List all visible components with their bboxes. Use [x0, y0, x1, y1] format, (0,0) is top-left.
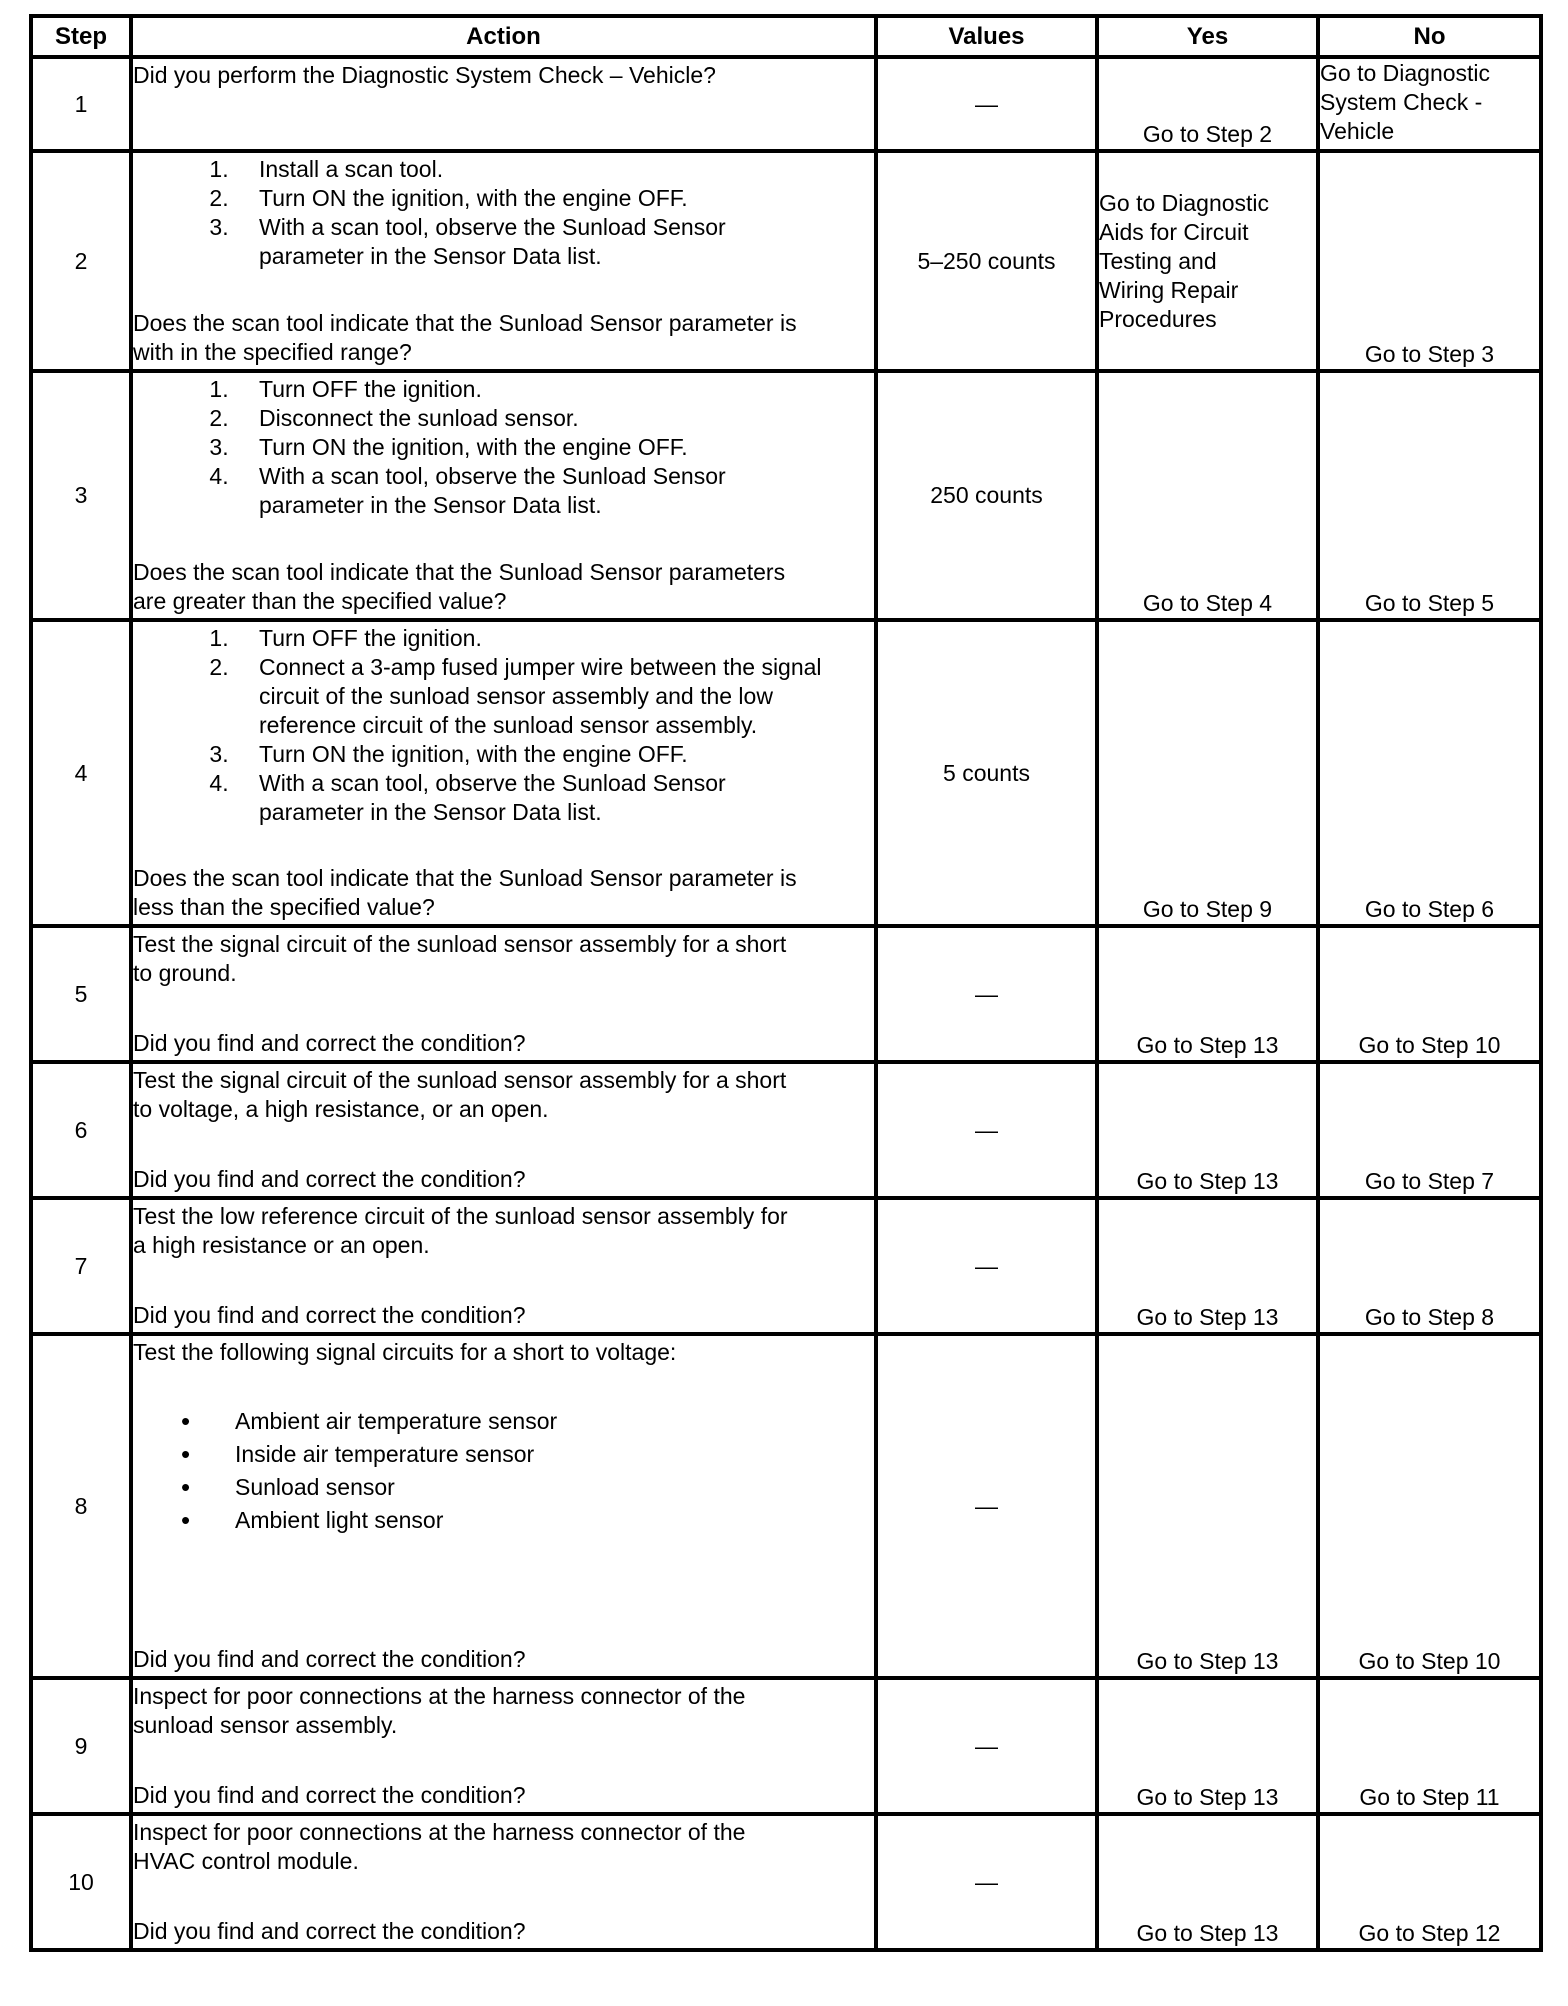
no-cell	[1318, 1678, 1541, 1814]
action-substep	[235, 624, 874, 653]
action-content	[133, 930, 874, 1058]
value-cell: 5 counts	[876, 620, 1097, 926]
value-cell: —	[876, 1678, 1097, 1814]
no-cell	[1318, 1334, 1541, 1678]
action-cell	[131, 926, 876, 1062]
action-cell	[131, 1198, 876, 1334]
action-cell	[131, 1062, 876, 1198]
action-text-line: to ground.	[133, 960, 237, 986]
step-number: 1	[31, 57, 131, 151]
value-cell: —	[876, 1062, 1097, 1198]
question-line: Did you find and correct the condition?	[133, 1166, 526, 1192]
table-row	[31, 1814, 1541, 1950]
step-number: 2	[31, 151, 131, 371]
yes-cell	[1097, 1814, 1318, 1950]
action-text-line: Test the low reference circuit of the sunload sensor assembly for	[133, 1203, 788, 1229]
action-substep	[235, 433, 874, 462]
no-action-line: System Check -	[1320, 89, 1483, 115]
header-row	[31, 16, 1541, 57]
action-question	[133, 558, 874, 616]
no-cell	[1318, 57, 1541, 151]
action-question	[133, 1165, 874, 1194]
action-text-line: Did you perform the Diagnostic System Check – Vehicle?	[133, 62, 716, 88]
action-content	[133, 624, 874, 922]
yes-action-line: Go to Step 2	[1142, 121, 1273, 147]
substep-line: circuit of the sunload sensor assembly and the low	[259, 683, 773, 709]
step-number: 7	[31, 1198, 131, 1334]
substep-line: 3. With a scan tool, observe the Sunload Sensor	[259, 214, 726, 240]
action-question	[133, 309, 874, 367]
no-action-line: Vehicle	[1320, 118, 1395, 144]
yes-action-line: Go to Step 13	[1136, 1304, 1279, 1330]
action-instructions	[133, 1682, 874, 1740]
action-text-line: a high resistance or an open.	[133, 1232, 430, 1258]
substep-line: parameter in the Sensor Data list.	[259, 492, 602, 518]
no-action-line: Go to Step 6	[1364, 896, 1495, 922]
no-action-line: Go to Step 3	[1364, 341, 1495, 367]
no-cell	[1318, 926, 1541, 1062]
no-cell	[1318, 620, 1541, 926]
value-cell: 5–250 counts	[876, 151, 1097, 371]
substep-line: 1. Turn OFF the ignition.	[259, 376, 482, 402]
action-content	[133, 61, 874, 147]
no-action-line: Go to Diagnostic	[1320, 60, 1491, 86]
action-content	[133, 1682, 874, 1810]
no-action-line: Go to Step 10	[1358, 1648, 1501, 1674]
bullet-item: • Sunload sensor	[235, 1471, 874, 1504]
substep-line: reference circuit of the sunload sensor assembly.	[259, 712, 758, 738]
substep-line: 1. Install a scan tool.	[259, 156, 444, 182]
yes-cell	[1097, 1198, 1318, 1334]
action-instructions	[133, 1338, 874, 1537]
yes-cell	[1097, 371, 1318, 620]
yes-action-line: Go to Step 13	[1136, 1168, 1279, 1194]
substep-line: 4. With a scan tool, observe the Sunload Sensor	[259, 463, 726, 489]
action-text-line: Test the signal circuit of the sunload sensor assembly for a short	[133, 931, 787, 957]
yes-action-line: Go to Step 13	[1136, 1032, 1279, 1058]
action-instructions	[133, 1202, 874, 1260]
no-action-line: Go to Step 12	[1358, 1920, 1501, 1946]
step-number: 9	[31, 1678, 131, 1814]
table-row	[31, 1334, 1541, 1678]
action-instructions	[133, 1066, 874, 1124]
no-action-line: Go to Step 10	[1358, 1032, 1501, 1058]
yes-action-line: Go to Step 13	[1136, 1784, 1279, 1810]
action-cell	[131, 1678, 876, 1814]
table-row	[31, 57, 1541, 151]
yes-action-line: Aids for Circuit	[1099, 218, 1249, 245]
action-substep	[235, 462, 874, 520]
yes-cell	[1097, 1678, 1318, 1814]
yes-cell	[1097, 151, 1318, 371]
question-line: with in the specified range?	[133, 339, 412, 365]
no-cell	[1318, 1062, 1541, 1198]
action-question	[133, 1301, 874, 1330]
value-cell: —	[876, 926, 1097, 1062]
question-line: Did you find and correct the condition?	[133, 1302, 526, 1328]
question-line: are greater than the specified value?	[133, 588, 507, 614]
table-row	[31, 151, 1541, 371]
no-action-line: Go to Step 7	[1364, 1168, 1495, 1194]
action-text-line: to voltage, a high resistance, or an open.	[133, 1096, 549, 1122]
action-instructions	[133, 375, 874, 520]
table-body	[31, 57, 1541, 1950]
action-cell	[131, 1814, 876, 1950]
yes-action-line: Go to Step 13	[1136, 1920, 1279, 1946]
yes-cell	[1097, 57, 1318, 151]
action-text-line: Inspect for poor connections at the harness connector of the	[133, 1819, 746, 1845]
yes-action-line: Testing and	[1099, 247, 1217, 274]
substep-line: 2. Connect a 3-amp fused jumper wire between the signal	[259, 654, 822, 680]
action-text-line: Inspect for poor connections at the harness connector of the	[133, 1683, 746, 1709]
header-step: Step	[31, 16, 131, 57]
yes-cell	[1097, 620, 1318, 926]
action-substep	[235, 184, 874, 213]
diagnostic-table	[29, 14, 1543, 1952]
question-line: Does the scan tool indicate that the Sunload Sensor parameters	[133, 559, 786, 585]
action-instructions	[133, 155, 874, 271]
table-row	[31, 1678, 1541, 1814]
step-number: 8	[31, 1334, 131, 1678]
question-line: Did you find and correct the condition?	[133, 1646, 526, 1672]
question-line: Did you find and correct the condition?	[133, 1782, 526, 1808]
action-cell	[131, 151, 876, 371]
action-text-line: Test the following signal circuits for a short to voltage:	[133, 1339, 677, 1365]
action-substep	[235, 740, 874, 769]
question-line: less than the specified value?	[133, 894, 435, 920]
value-cell: —	[876, 1814, 1097, 1950]
substep-line: 4. With a scan tool, observe the Sunload Sensor	[259, 770, 726, 796]
table-row	[31, 926, 1541, 1062]
yes-action-line: Procedures	[1099, 305, 1217, 332]
step-number: 3	[31, 371, 131, 620]
action-cell	[131, 371, 876, 620]
yes-cell	[1097, 1334, 1318, 1678]
action-substep	[235, 375, 874, 404]
substep-line: parameter in the Sensor Data list.	[259, 799, 602, 825]
action-cell	[131, 1334, 876, 1678]
question-line: Did you find and correct the condition?	[133, 1918, 526, 1944]
step-number: 6	[31, 1062, 131, 1198]
no-action-line: Go to Step 5	[1364, 590, 1495, 616]
table-row	[31, 620, 1541, 926]
substep-line: 1. Turn OFF the ignition.	[259, 625, 482, 651]
value-cell: 250 counts	[876, 371, 1097, 620]
yes-action-line: Go to Step 13	[1136, 1648, 1279, 1674]
no-action-line: Go to Step 11	[1359, 1784, 1500, 1810]
question-line: Did you find and correct the condition?	[133, 1030, 526, 1056]
action-text-line: Test the signal circuit of the sunload sensor assembly for a short	[133, 1067, 787, 1093]
action-bullets	[133, 1405, 874, 1537]
table-row	[31, 1198, 1541, 1334]
action-instructions	[133, 61, 874, 90]
action-substep	[235, 155, 874, 184]
action-question	[133, 1645, 874, 1674]
action-question	[133, 1029, 874, 1058]
action-substep	[235, 653, 874, 740]
bullet-item: • Ambient air temperature sensor	[235, 1405, 874, 1438]
value-cell: —	[876, 57, 1097, 151]
action-content	[133, 1338, 874, 1674]
action-instructions	[133, 624, 874, 827]
no-cell	[1318, 371, 1541, 620]
action-instructions	[133, 930, 874, 988]
no-cell	[1318, 151, 1541, 371]
action-question	[133, 1917, 874, 1946]
header-action: Action	[131, 16, 876, 57]
question-line: Does the scan tool indicate that the Sunload Sensor parameter is	[133, 310, 797, 336]
substep-line: 2. Turn ON the ignition, with the engine OFF.	[259, 185, 688, 211]
action-substeps	[133, 155, 874, 271]
action-content	[133, 1818, 874, 1946]
substep-line: 2. Disconnect the sunload sensor.	[259, 405, 579, 431]
substep-line: 3. Turn ON the ignition, with the engine OFF.	[259, 434, 688, 460]
yes-cell	[1097, 926, 1318, 1062]
step-number: 5	[31, 926, 131, 1062]
value-cell: —	[876, 1334, 1097, 1678]
action-content	[133, 375, 874, 616]
action-content	[133, 1202, 874, 1330]
step-number: 4	[31, 620, 131, 926]
table-row	[31, 1062, 1541, 1198]
action-text-line: HVAC control module.	[133, 1848, 359, 1874]
action-cell	[131, 620, 876, 926]
substep-line: parameter in the Sensor Data list.	[259, 243, 602, 269]
yes-action-line: Go to Step 4	[1142, 590, 1273, 616]
header-values: Values	[876, 16, 1097, 57]
substep-line: 3. Turn ON the ignition, with the engine OFF.	[259, 741, 688, 767]
bullet-item: • Inside air temperature sensor	[235, 1438, 874, 1471]
action-text-line: sunload sensor assembly.	[133, 1712, 398, 1738]
action-substeps	[133, 624, 874, 827]
no-action-line: Go to Step 8	[1364, 1304, 1495, 1330]
bullet-item: • Ambient light sensor	[235, 1504, 874, 1537]
action-substeps	[133, 375, 874, 520]
action-question	[133, 864, 874, 922]
no-cell	[1318, 1198, 1541, 1334]
yes-action-line: Wiring Repair	[1099, 276, 1239, 303]
action-substep	[235, 213, 874, 271]
step-number: 10	[31, 1814, 131, 1950]
action-substep	[235, 404, 874, 433]
action-instructions	[133, 1818, 874, 1876]
question-line: Does the scan tool indicate that the Sunload Sensor parameter is	[133, 865, 797, 891]
no-cell	[1318, 1814, 1541, 1950]
table-row	[31, 371, 1541, 620]
action-content	[133, 1066, 874, 1194]
yes-cell	[1097, 1062, 1318, 1198]
action-question	[133, 1781, 874, 1810]
header-no: No	[1318, 16, 1541, 57]
action-cell	[131, 57, 876, 151]
yes-action-line: Go to Diagnostic	[1099, 189, 1270, 216]
yes-action-line: Go to Step 9	[1142, 896, 1273, 922]
value-cell: —	[876, 1198, 1097, 1334]
action-content	[133, 155, 874, 367]
header-yes: Yes	[1097, 16, 1318, 57]
action-substep	[235, 769, 874, 827]
